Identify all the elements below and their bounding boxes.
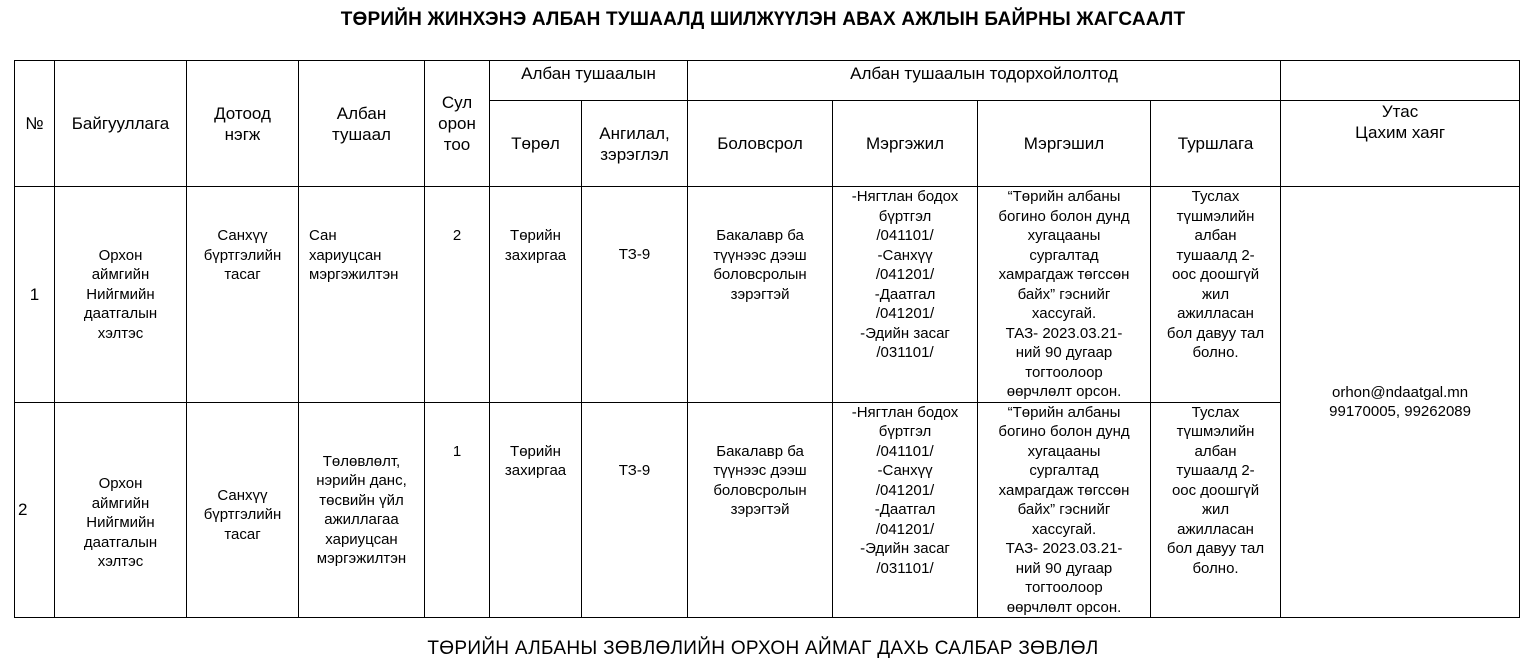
row-number: 2 — [15, 402, 55, 618]
header-education: Боловсрол — [688, 101, 833, 187]
position-cell: Төлөвлөлт, нэрийн данс, төсвийн үйл ажиллагаа хариуцсан мэргэжилтэн — [299, 402, 425, 618]
category-cell: ТЗ-9 — [582, 187, 688, 403]
row-number: 1 — [15, 187, 55, 403]
header-department: Дотоод нэгж — [187, 61, 299, 187]
qualification-cell: “Төрийн албаны богино болон дунд хугацааны сургалтад хамрагдаж төгссөн байх” гэснийг хассугай. ТАЗ- 2023.03.21- ний 90 дугаар тогтоолоор өөрчлөлт орсон. — [978, 402, 1151, 618]
organization-cell: Орхон аймгийн Нийгмийн даатгалын хэлтэс — [55, 402, 187, 618]
header-type: Төрөл — [490, 101, 582, 187]
education-cell: Бакалавр ба түүнээс дээш боловсролын зэрэгтэй — [688, 187, 833, 403]
contact-phones: 99170005, 99262089 — [1329, 403, 1471, 420]
profession-cell: -Нягтлан бодох бүртгэл /041101/ -Санхүү /041201/ -Даатгал /041201/ -Эдийн засаг /031101/ — [833, 187, 978, 403]
contact-cell — [1281, 187, 1520, 618]
document-title: ТӨРИЙН ЖИНХЭНЭ АЛБАН ТУШААЛД ШИЛЖҮҮЛЭН АВАХ АЖЛЫН БАЙРНЫ ЖАГСААЛТ — [340, 9, 1186, 30]
category-cell: ТЗ-9 — [582, 402, 688, 618]
organization-cell: Орхон аймгийн Нийгмийн даатгалын хэлтэс — [55, 187, 187, 403]
table-row — [15, 187, 1520, 403]
header-position: Албан тушаал — [299, 61, 425, 187]
header-organization: Байгууллага — [55, 61, 187, 187]
position-cell: Сан хариуцсан мэргэжилтэн — [299, 187, 425, 403]
header-group-position: Албан тушаалын — [490, 61, 688, 101]
footer-council-name: ТӨРИЙН АЛБАНЫ ЗӨВЛӨЛИЙН ОРХОН АЙМАГ ДАХЬ САЛБАР ЗӨВЛӨЛ — [427, 638, 1099, 659]
header-contact-blank — [1281, 61, 1520, 101]
education-cell: Бакалавр ба түүнээс дээш боловсролын зэрэгтэй — [688, 402, 833, 618]
contact-email[interactable]: orhon@ndaatgal.mn — [1331, 383, 1469, 401]
header-vacancies: Сул орон тоо — [425, 61, 490, 187]
type-cell: Төрийн захиргаа — [490, 402, 582, 618]
header-qualification: Мэргэшил — [978, 101, 1151, 187]
experience-cell: Туслах түшмэлийн албан тушаалд 2- оос доошгүй жил ажилласан бол давуу тал болно. — [1151, 402, 1281, 618]
header-group-requirements: Албан тушаалын тодорхойлолтод — [688, 61, 1281, 101]
profession-cell: -Нягтлан бодох бүртгэл /041101/ -Санхүү /041201/ -Даатгал /041201/ -Эдийн засаг /031101/ — [833, 402, 978, 618]
type-cell: Төрийн захиргаа — [490, 187, 582, 403]
header-experience: Туршлага — [1151, 101, 1281, 187]
header-contact: Утас Цахим хаяг — [1281, 101, 1520, 187]
job-vacancy-table — [14, 60, 1520, 618]
qualification-cell: “Төрийн албаны богино болон дунд хугацааны сургалтад хамрагдаж төгссөн байх” гэснийг хассугай. ТАЗ- 2023.03.21- ний 90 дугаар тогтоолоор өөрчлөлт орсон. — [978, 187, 1151, 403]
header-category: Ангилал, зэрэглэл — [582, 101, 688, 187]
header-row-top — [15, 61, 1520, 101]
header-profession: Мэргэжил — [833, 101, 978, 187]
vacancies-cell: 2 — [425, 187, 490, 403]
department-cell: Санхүү бүртгэлийн тасаг — [187, 187, 299, 403]
vacancies-cell: 1 — [425, 402, 490, 618]
experience-cell: Туслах түшмэлийн албан тушаалд 2- оос доошгүй жил ажилласан бол давуу тал болно. — [1151, 187, 1281, 403]
header-no: № — [15, 61, 55, 187]
department-cell: Санхүү бүртгэлийн тасаг — [187, 402, 299, 618]
